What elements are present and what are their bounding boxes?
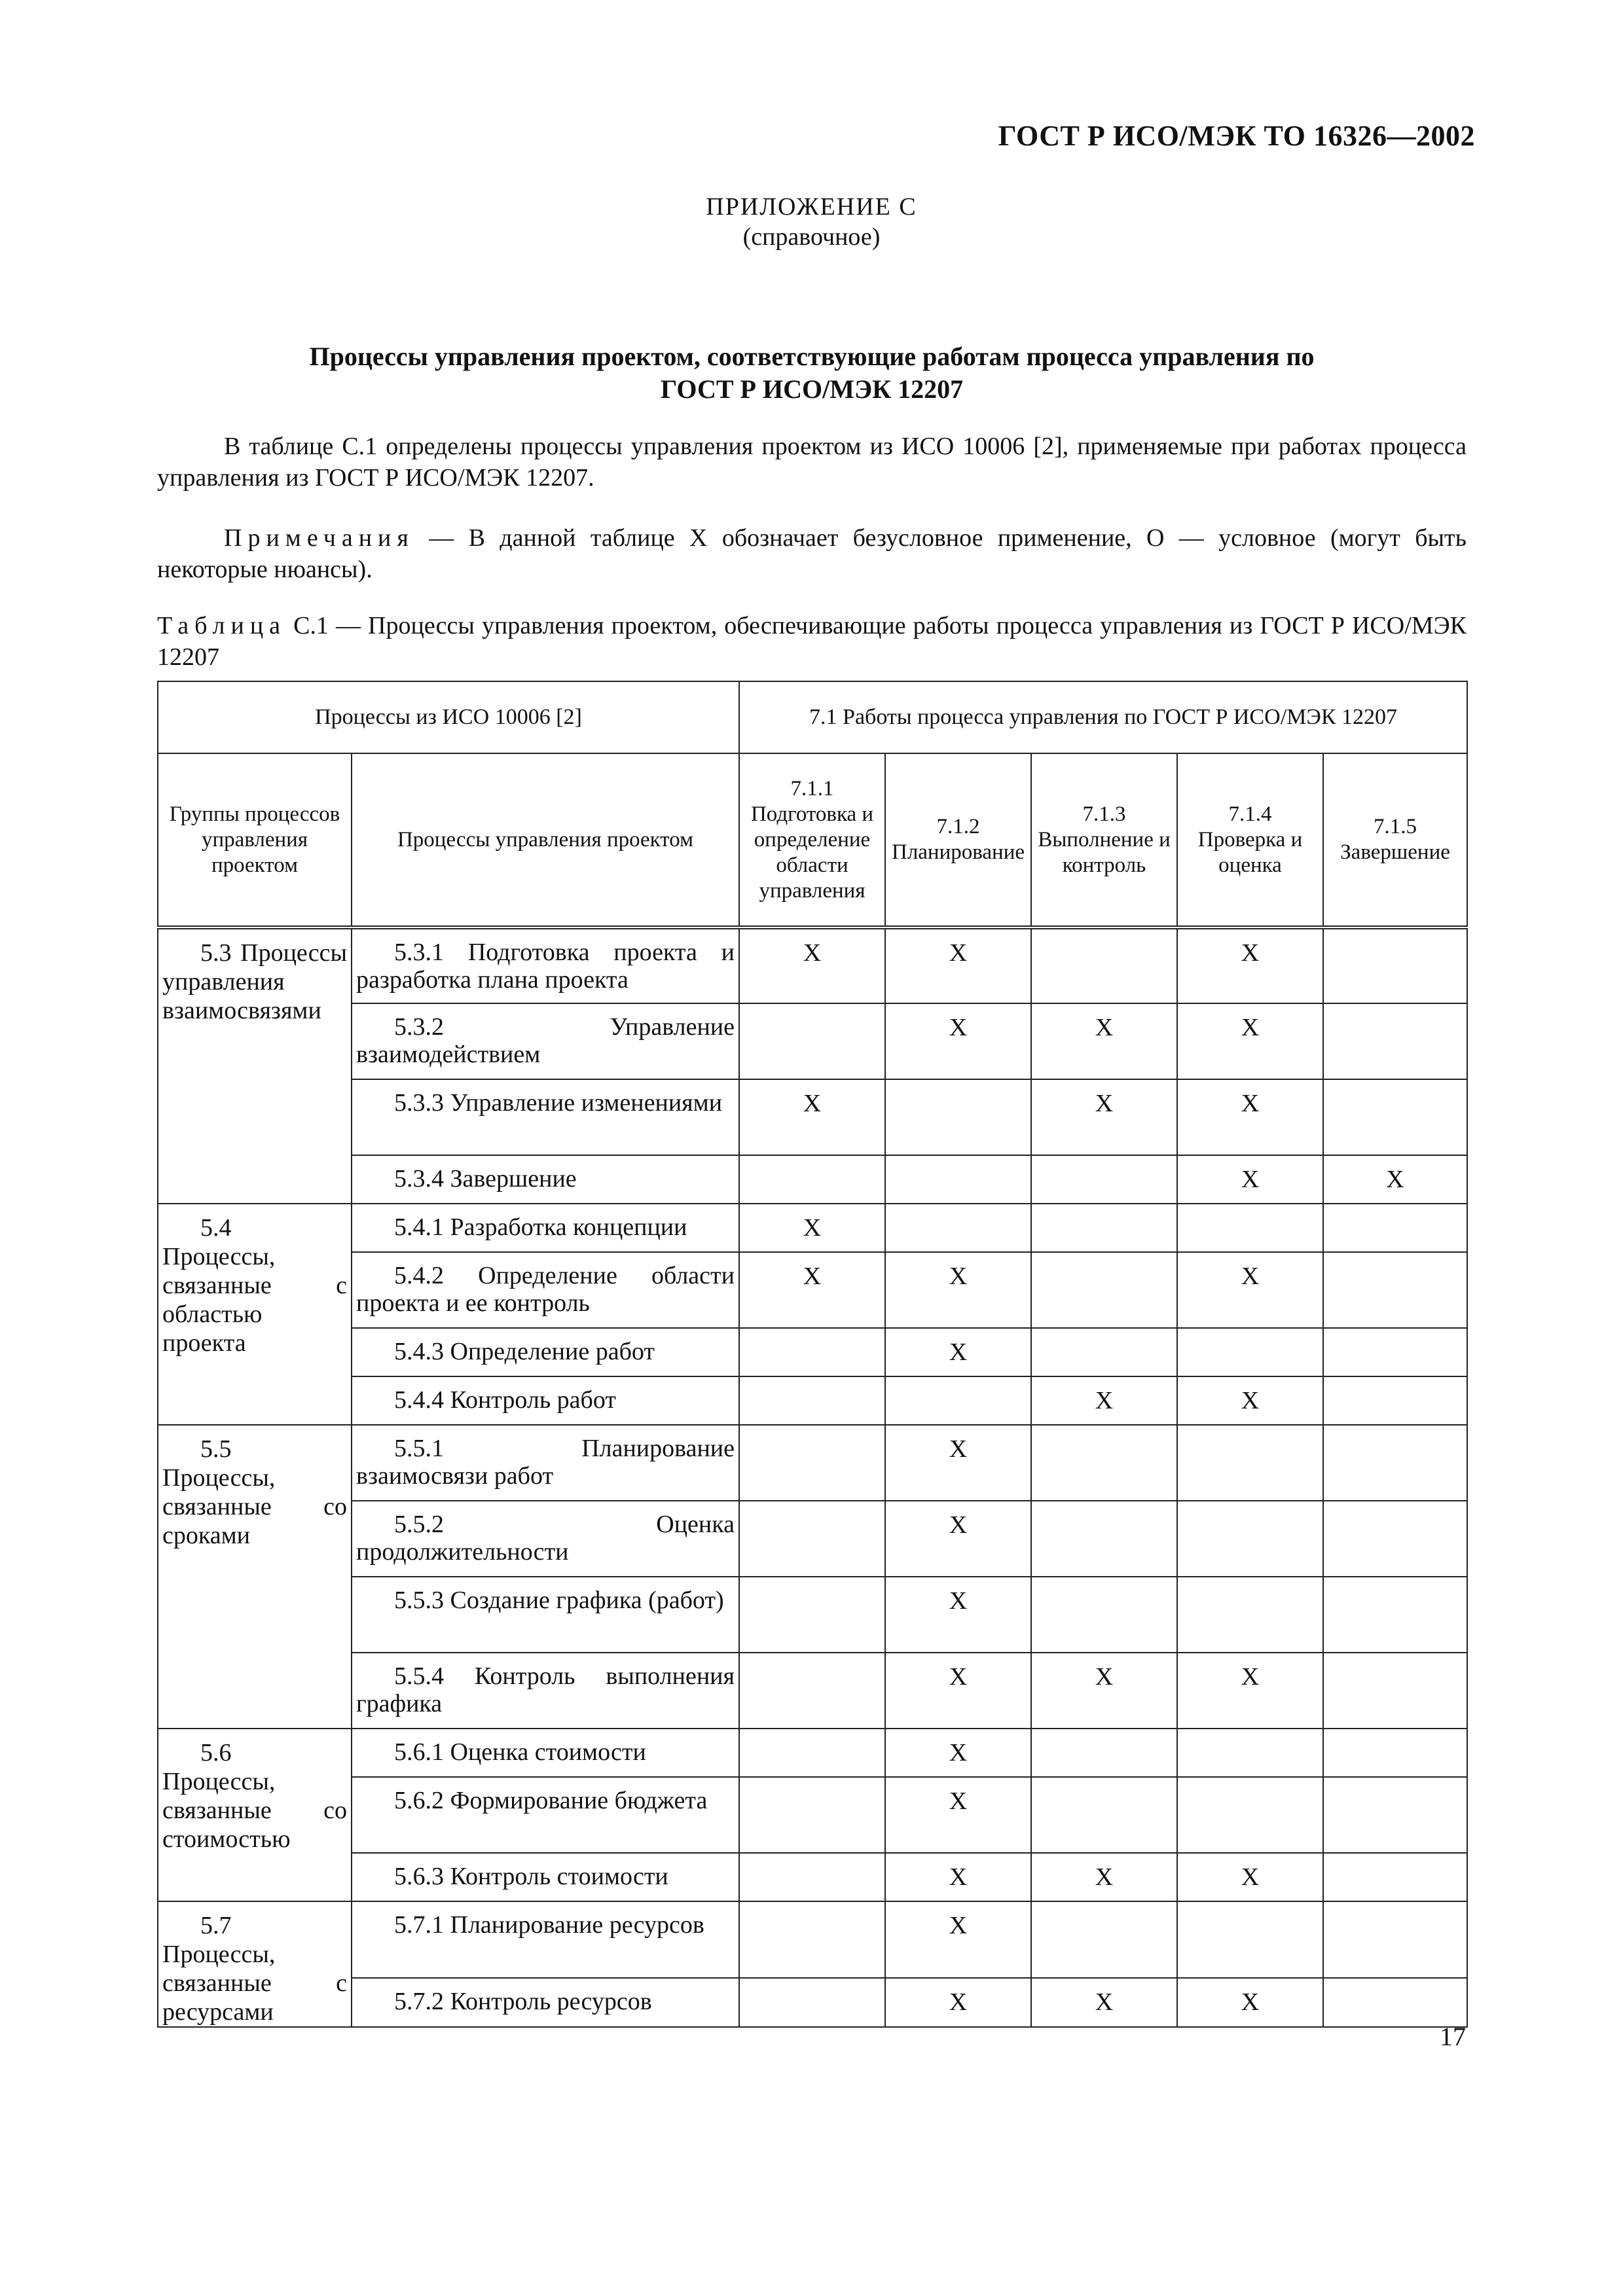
- note-paragraph: [157, 522, 1467, 585]
- applicability-mark: [1031, 1204, 1177, 1252]
- applicability-mark: [1031, 1328, 1177, 1376]
- applicability-mark: [1031, 1901, 1177, 1978]
- process-group-cell: [158, 1204, 352, 1425]
- applicability-mark: [739, 1777, 885, 1853]
- applicability-mark: [1031, 1252, 1177, 1328]
- applicability-mark: X: [1177, 1079, 1323, 1155]
- table-row: [158, 1425, 1467, 1501]
- table-row: [158, 1376, 1467, 1425]
- applicability-mark: X: [885, 1901, 1031, 1978]
- work-col-name: Завершение: [1340, 840, 1450, 864]
- header-process-column: Процессы управления проектом: [352, 753, 739, 927]
- table-row: [158, 1729, 1467, 1777]
- header-work-col-5: [1323, 753, 1467, 927]
- process-cell: [352, 1079, 739, 1155]
- applicability-mark: [1323, 1729, 1467, 1777]
- note-label: Примечания: [224, 524, 414, 552]
- appendix-heading: [0, 192, 1623, 252]
- process-cell: [352, 1577, 739, 1653]
- table-caption-text: С.1 — Процессы управления проектом, обеспечивающие работы процесса управления из ГОСТ Р ИСО/МЭК 12207: [157, 612, 1467, 671]
- applicability-mark: X: [1177, 1376, 1323, 1425]
- applicability-mark: [1323, 1204, 1467, 1252]
- process-name: 5.4.3 Определение работ: [394, 1338, 655, 1365]
- applicability-mark: [1177, 1328, 1323, 1376]
- applicability-mark: X: [1177, 1155, 1323, 1204]
- process-name: 5.6.2 Формирование бюджета: [394, 1787, 708, 1814]
- applicability-mark: [1323, 1853, 1467, 1901]
- header-work-col-3: [1031, 753, 1177, 927]
- applicability-mark: [739, 1376, 885, 1425]
- applicability-mark: X: [885, 1328, 1031, 1376]
- applicability-mark: [1323, 1425, 1467, 1501]
- table-row: [158, 1653, 1467, 1729]
- applicability-mark: [1323, 1577, 1467, 1653]
- applicability-mark: [739, 1853, 885, 1901]
- applicability-mark: X: [1177, 927, 1323, 1003]
- applicability-mark: [1177, 1501, 1323, 1577]
- table-caption: [157, 610, 1467, 673]
- process-cell: [352, 1376, 739, 1425]
- applicability-mark: X: [885, 1003, 1031, 1079]
- process-group-name: 5.3 Процессы управления взаимосвязями: [162, 939, 347, 1024]
- table-row: [158, 1901, 1467, 1978]
- applicability-mark: [1177, 1901, 1323, 1978]
- header-work-col-4: [1177, 753, 1323, 927]
- applicability-mark: [1177, 1204, 1323, 1252]
- work-col-number: 7.1.1: [790, 776, 834, 800]
- table-header-row-1: [158, 681, 1467, 753]
- process-name: 5.4.1 Разработка концепции: [394, 1213, 687, 1241]
- table-caption-label: Таблица: [157, 612, 287, 639]
- section-title-line2: ГОСТ Р ИСО/МЭК 12207: [660, 374, 964, 404]
- applicability-mark: [1177, 1777, 1323, 1853]
- applicability-mark: [739, 1729, 885, 1777]
- process-cell: [352, 1729, 739, 1777]
- process-cell: [352, 1777, 739, 1853]
- table-row: [158, 1252, 1467, 1328]
- applicability-mark: [1323, 1328, 1467, 1376]
- header-work-activities: 7.1 Работы процесса управления по ГОСТ Р ИСО/МЭК 12207: [739, 681, 1467, 753]
- table-row: [158, 1978, 1467, 2027]
- process-group-cell: [158, 1425, 352, 1729]
- work-col-number: 7.1.5: [1374, 815, 1417, 838]
- applicability-mark: [1031, 1501, 1177, 1577]
- applicability-mark: [739, 1003, 885, 1079]
- process-group-name: 5.4 Процессы, связанные с областью проекта: [162, 1214, 347, 1357]
- process-group-cell: [158, 1729, 352, 1901]
- applicability-mark: X: [885, 1729, 1031, 1777]
- applicability-mark: [1177, 1425, 1323, 1501]
- table-row: [158, 1003, 1467, 1079]
- applicability-mark: [1323, 1003, 1467, 1079]
- applicability-mark: X: [885, 1501, 1031, 1577]
- applicability-mark: X: [1177, 1653, 1323, 1729]
- applicability-mark: X: [885, 1853, 1031, 1901]
- applicability-mark: X: [739, 1079, 885, 1155]
- process-name: 5.6.1 Оценка стоимости: [394, 1738, 646, 1766]
- work-col-number: 7.1.2: [936, 815, 980, 838]
- applicability-mark: X: [1323, 1155, 1467, 1204]
- process-group-name: 5.5 Процессы, связанные со сроками: [162, 1435, 347, 1549]
- applicability-mark: [885, 1204, 1031, 1252]
- process-name: 5.3.4 Завершение: [394, 1165, 577, 1193]
- process-group-cell: [158, 1901, 352, 2027]
- applicability-mark: X: [885, 1777, 1031, 1853]
- applicability-mark: [1031, 1155, 1177, 1204]
- table-row: [158, 1577, 1467, 1653]
- table-row: [158, 1155, 1467, 1204]
- applicability-mark: [739, 1901, 885, 1978]
- applicability-mark: [1177, 1729, 1323, 1777]
- applicability-mark: X: [885, 1653, 1031, 1729]
- process-cell: [352, 1978, 739, 2027]
- applicability-mark: X: [1031, 1853, 1177, 1901]
- process-group-name: 5.6 Процессы, связанные со стоимостью: [162, 1739, 347, 1853]
- document-code: ГОСТ Р ИСО/МЭК ТО 16326—2002: [998, 120, 1475, 152]
- applicability-mark: [1031, 1577, 1177, 1653]
- process-name: 5.7.2 Контроль ресурсов: [394, 1988, 652, 2016]
- table-row: [158, 1079, 1467, 1155]
- applicability-mark: X: [885, 927, 1031, 1003]
- applicability-mark: [1323, 1901, 1467, 1978]
- applicability-mark: X: [1031, 1653, 1177, 1729]
- intro-paragraph: [157, 431, 1467, 493]
- process-name: 5.4.2 Определение области проекта и ее контроль: [356, 1262, 735, 1317]
- process-cell: [352, 1853, 739, 1901]
- applicability-mark: X: [885, 1425, 1031, 1501]
- applicability-mark: X: [739, 927, 885, 1003]
- applicability-mark: X: [1031, 1376, 1177, 1425]
- applicability-mark: [1323, 927, 1467, 1003]
- process-cell: [352, 1328, 739, 1376]
- header-iso-processes: Процессы из ИСО 10006 [2]: [158, 681, 739, 753]
- applicability-mark: X: [1031, 1978, 1177, 2027]
- note-text: — В данной таблице X обозначает безусловное применение, О — условное (могут быть некоторые нюансы).: [157, 524, 1467, 583]
- table-header-row-2: [158, 753, 1467, 927]
- applicability-mark: X: [1177, 1978, 1323, 2027]
- work-col-name: Выполнение и контроль: [1038, 827, 1171, 877]
- process-group-name: 5.7 Процессы, связанные с ресурсами: [162, 1912, 347, 2026]
- applicability-mark: X: [885, 1252, 1031, 1328]
- table-row: [158, 1204, 1467, 1252]
- applicability-mark: [1323, 1079, 1467, 1155]
- applicability-mark: [1323, 1252, 1467, 1328]
- applicability-mark: X: [885, 1577, 1031, 1653]
- process-cell: [352, 1155, 739, 1204]
- applicability-mark: [739, 1653, 885, 1729]
- applicability-mark: [1031, 1777, 1177, 1853]
- applicability-mark: [1323, 1501, 1467, 1577]
- appendix-title: ПРИЛОЖЕНИЕ С: [706, 193, 917, 221]
- applicability-mark: [739, 1978, 885, 2027]
- work-col-name: Подготовка и определение области управления: [750, 802, 874, 903]
- applicability-mark: [885, 1155, 1031, 1204]
- applicability-mark: [1323, 1376, 1467, 1425]
- applicability-mark: X: [885, 1978, 1031, 2027]
- table-row: [158, 1328, 1467, 1376]
- applicability-mark: X: [1177, 1003, 1323, 1079]
- applicability-mark: X: [1177, 1252, 1323, 1328]
- header-work-col-2: [885, 753, 1031, 927]
- section-title-line1: Процессы управления проектом, соответствующие работам процесса управления по: [309, 342, 1315, 371]
- applicability-mark: X: [739, 1252, 885, 1328]
- process-name: 5.5.3 Создание графика (работ): [394, 1587, 724, 1614]
- applicability-mark: [1323, 1653, 1467, 1729]
- process-cell: [352, 1425, 739, 1501]
- process-cell: [352, 1901, 739, 1978]
- applicability-mark: X: [739, 1204, 885, 1252]
- process-name: 5.3.1 Подготовка проекта и разработка плана проекта: [356, 939, 735, 994]
- header-group-column: Группы процессов управления проектом: [158, 753, 352, 927]
- applicability-mark: X: [1031, 1003, 1177, 1079]
- page-number: 17: [1440, 2022, 1466, 2051]
- applicability-mark: [739, 1155, 885, 1204]
- applicability-mark: [739, 1577, 885, 1653]
- applicability-mark: [739, 1501, 885, 1577]
- applicability-mark: [1323, 1777, 1467, 1853]
- table-row: [158, 1853, 1467, 1901]
- table-row: [158, 1777, 1467, 1853]
- appendix-subtitle: (справочное): [742, 223, 881, 251]
- applicability-mark: [1031, 1729, 1177, 1777]
- process-cell: [352, 1653, 739, 1729]
- process-cell: [352, 1204, 739, 1252]
- process-name: 5.7.1 Планирование ресурсов: [394, 1911, 704, 1939]
- process-table: [157, 681, 1468, 2028]
- table-row: [158, 1501, 1467, 1577]
- applicability-mark: [1031, 927, 1177, 1003]
- applicability-mark: [1177, 1577, 1323, 1653]
- applicability-mark: [1031, 1425, 1177, 1501]
- process-name: 5.5.1 Планирование взаимосвязи работ: [356, 1435, 735, 1490]
- applicability-mark: [885, 1079, 1031, 1155]
- applicability-mark: [739, 1328, 885, 1376]
- process-cell: [352, 1003, 739, 1079]
- process-name: 5.5.4 Контроль выполнения графика: [356, 1662, 735, 1717]
- work-col-number: 7.1.4: [1228, 802, 1272, 826]
- work-col-name: Планирование: [891, 840, 1025, 864]
- applicability-mark: [1323, 1978, 1467, 2027]
- process-name: 5.6.3 Контроль стоимости: [394, 1863, 668, 1890]
- table-row: [158, 927, 1467, 1003]
- process-name: 5.3.3 Управление изменениями: [394, 1089, 723, 1117]
- applicability-mark: X: [1177, 1853, 1323, 1901]
- process-group-cell: [158, 927, 352, 1204]
- process-name: 5.5.2 Оценка продолжительности: [356, 1511, 735, 1566]
- header-work-col-1: [739, 753, 885, 927]
- process-cell: [352, 1252, 739, 1328]
- process-name: 5.4.4 Контроль работ: [394, 1386, 616, 1414]
- process-cell: [352, 927, 739, 1003]
- applicability-mark: [739, 1425, 885, 1501]
- intro-paragraph-text: В таблице С.1 определены процессы управления проектом из ИСО 10006 [2], применяемые при работах процесса управления из ГОСТ Р ИСО/МЭК 12207.: [157, 433, 1467, 492]
- applicability-mark: X: [1031, 1079, 1177, 1155]
- process-cell: [352, 1501, 739, 1577]
- process-name: 5.3.2 Управление взаимодействием: [356, 1013, 735, 1068]
- section-title: [157, 340, 1467, 406]
- applicability-mark: [885, 1376, 1031, 1425]
- work-col-name: Проверка и оценка: [1197, 827, 1303, 877]
- work-col-number: 7.1.3: [1082, 802, 1126, 826]
